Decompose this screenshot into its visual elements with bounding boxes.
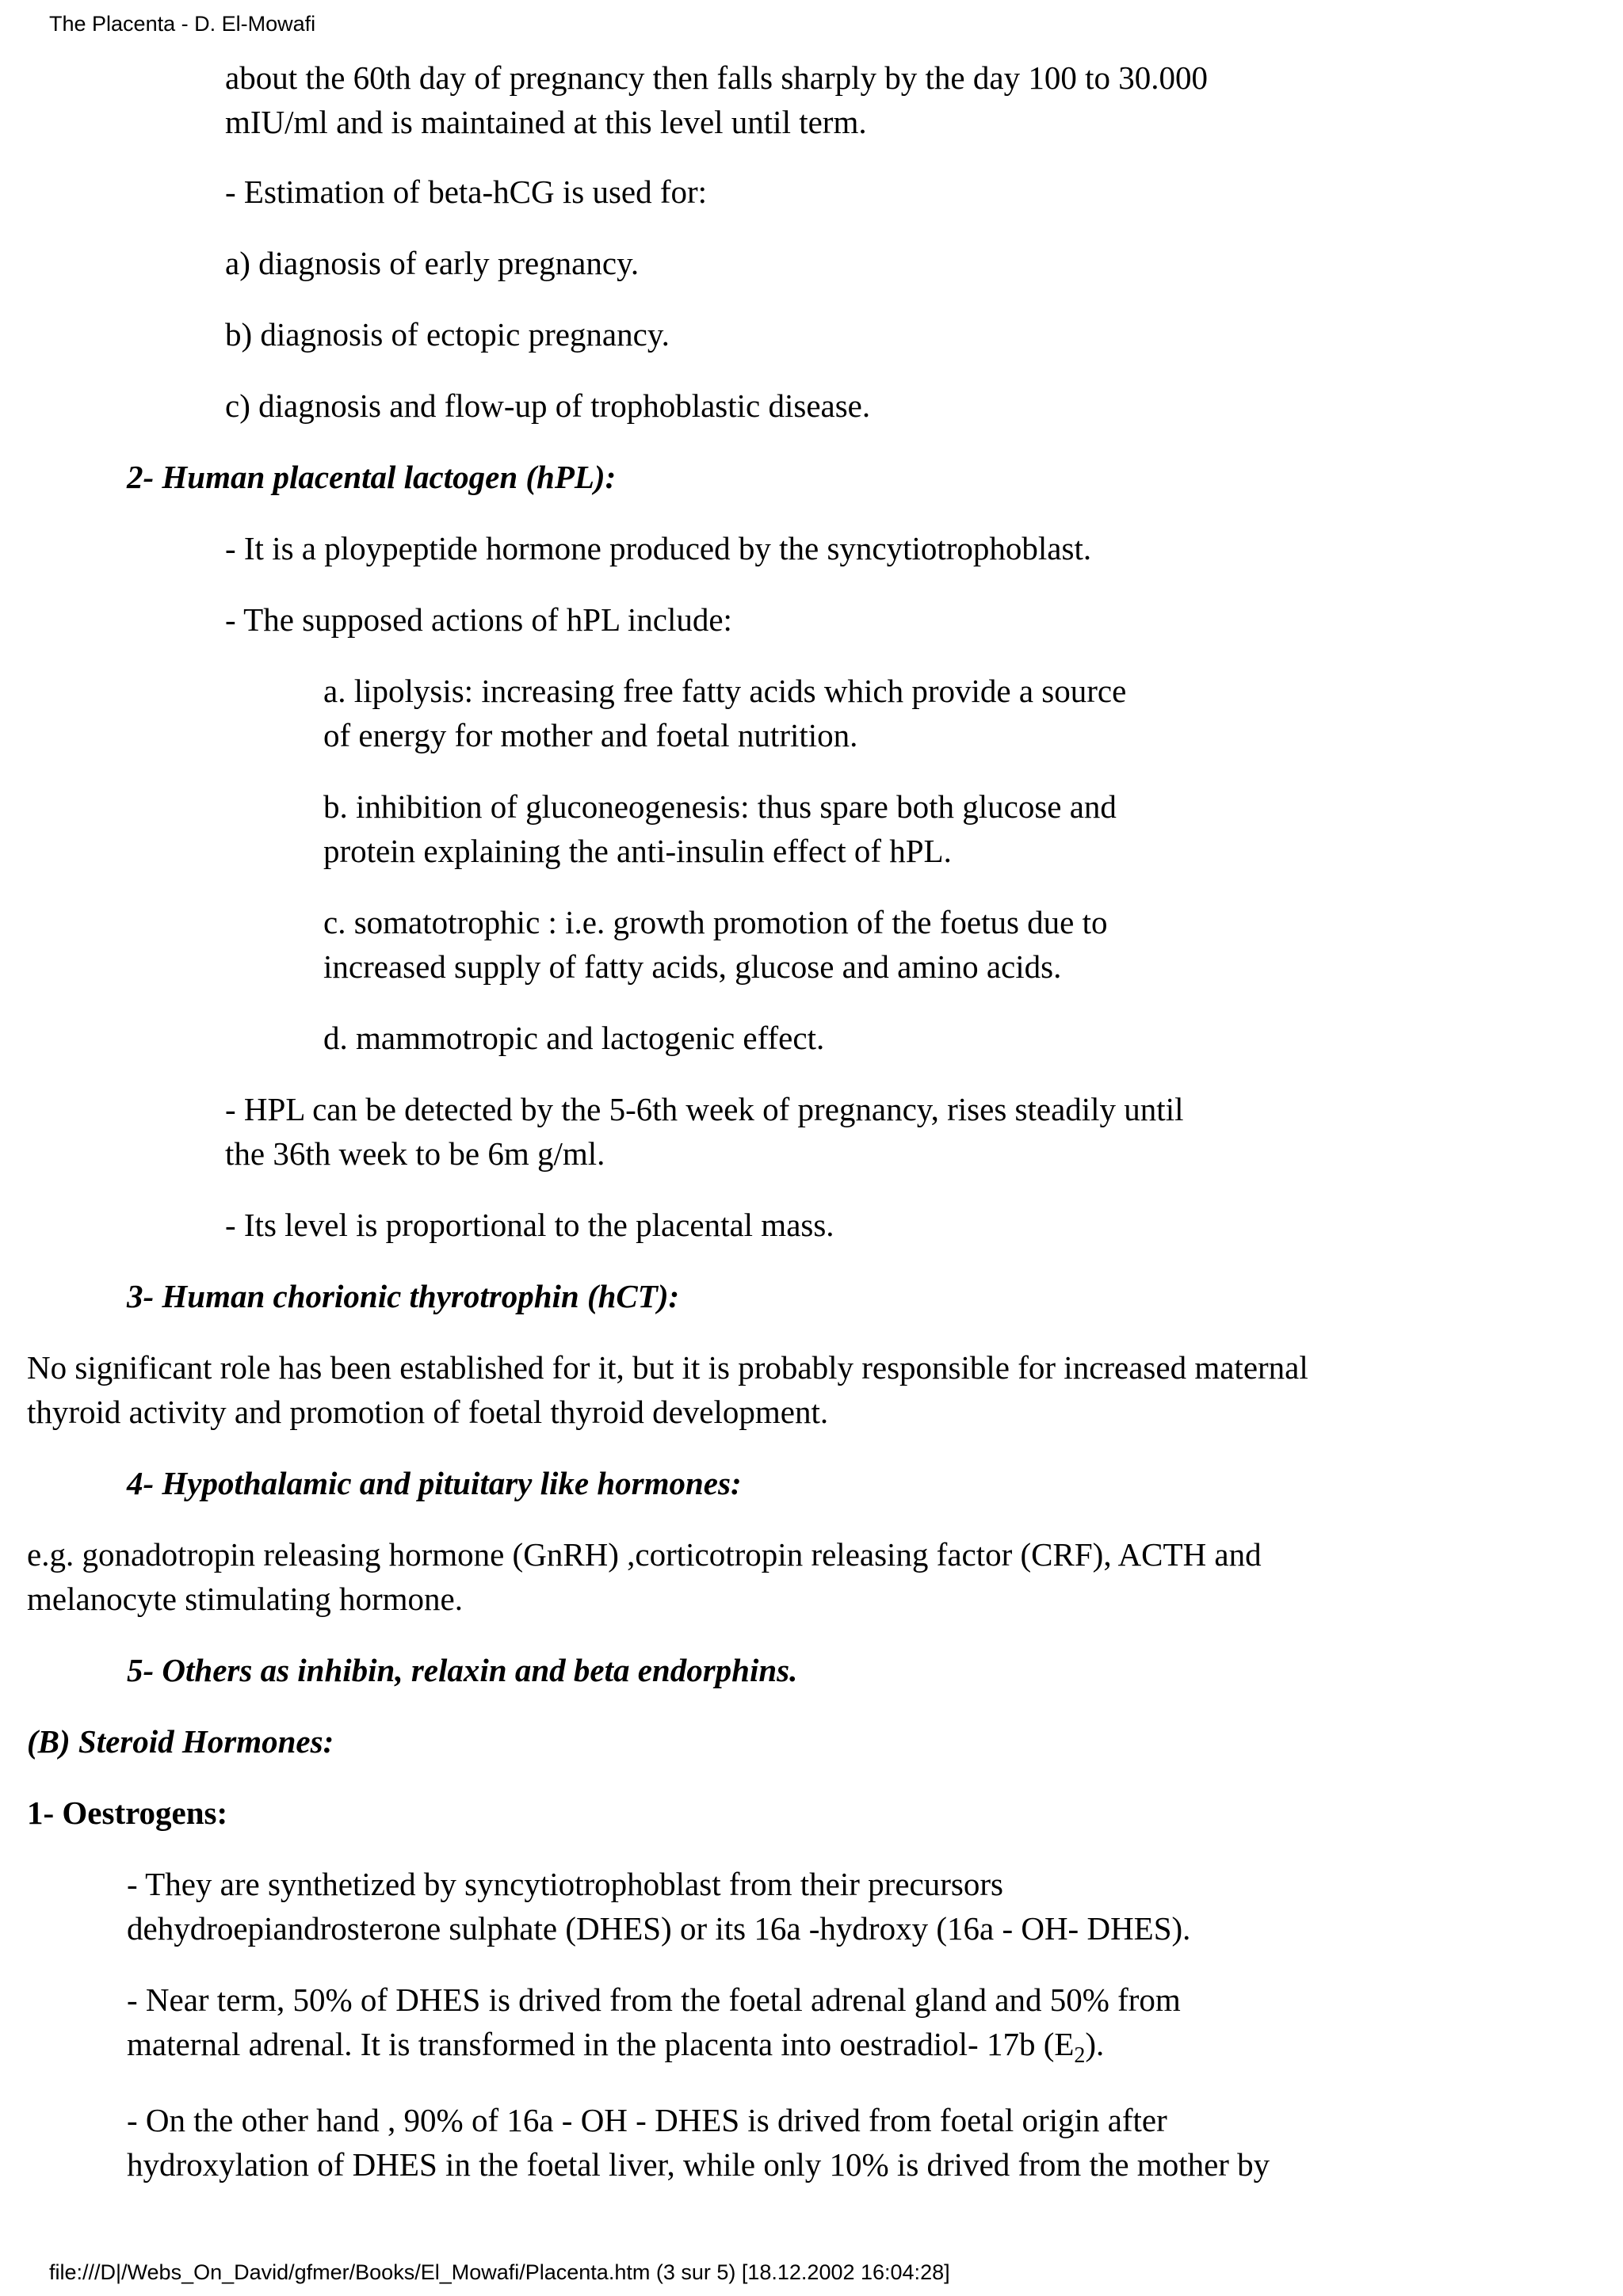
hpl-detection-line-2: the 36th week to be 6m g/ml. xyxy=(225,1135,605,1172)
oestrogen-text-line: hydroxylation of DHES in the foetal liver, while only 10% is drived from the mother by xyxy=(127,2146,1270,2183)
hct-text-line-1: No significant role has been established for it, but it is probably responsible for increased maternal xyxy=(27,1349,1308,1386)
hcg-text-line-2: mIU/ml and is maintained at this level until term. xyxy=(225,104,867,140)
hpl-action-line: a. lipolysis: increasing free fatty acids which provide a source xyxy=(323,673,1127,709)
oestrogen-text-part: ). xyxy=(1085,2026,1105,2062)
steroid-hormones-heading: (B) Steroid Hormones: xyxy=(27,1723,334,1760)
oestrogens-heading: 1- Oestrogens: xyxy=(27,1794,228,1831)
hypothalamic-text-line-1: e.g. gonadotropin releasing hormone (GnRH) ,corticotropin releasing factor (CRF), ACTH and xyxy=(27,1536,1262,1573)
hpl-detection-line-1: - HPL can be detected by the 5-6th week of pregnancy, rises steadily until xyxy=(225,1091,1184,1127)
hcg-use-item: b) diagnosis of ectopic pregnancy. xyxy=(225,316,670,353)
hypothalamic-heading: 4- Hypothalamic and pituitary like hormones: xyxy=(127,1465,742,1501)
hpl-action-line: d. mammotropic and lactogenic effect. xyxy=(323,1020,825,1056)
oestradiol-subscript: 2 xyxy=(1074,2043,1086,2069)
oestrogen-text-part: maternal adrenal. It is transformed in the placenta into oestradiol- 17b (E xyxy=(127,2026,1075,2062)
hpl-level: - Its level is proportional to the placental mass. xyxy=(225,1207,834,1243)
oestrogen-text-line: - Near term, 50% of DHES is drived from the foetal adrenal gland and 50% from xyxy=(127,1981,1181,2018)
oestrogen-text-line: - They are synthetized by syncytiotrophoblast from their precursors xyxy=(127,1866,1003,1902)
oestrogen-text-line: dehydroepiandrosterone sulphate (DHES) or its 16a -hydroxy (16a - OH- DHES). xyxy=(127,1910,1191,1947)
hpl-action-line: protein explaining the anti-insulin effect of hPL. xyxy=(323,833,952,869)
page-footer-url: file:///D|/Webs_On_David/gfmer/Books/El_Mowafi/Placenta.htm (3 sur 5) [18.12.2002 16:04:28] xyxy=(49,2260,950,2284)
hpl-heading: 2- Human placental lactogen (hPL): xyxy=(127,459,617,495)
page-header-title: The Placenta - D. El-Mowafi xyxy=(49,12,316,36)
others-heading: 5- Others as inhibin, relaxin and beta endorphins. xyxy=(127,1652,798,1688)
hpl-action-line: c. somatotrophic : i.e. growth promotion of the foetus due to xyxy=(323,904,1108,940)
hpl-description: - It is a ploypeptide hormone produced by the syncytiotrophoblast. xyxy=(225,530,1092,566)
hpl-action-line: increased supply of fatty acids, glucose and amino acids. xyxy=(323,948,1062,985)
hcg-use-item: c) diagnosis and flow-up of trophoblastic disease. xyxy=(225,387,871,424)
hpl-action-line: of energy for mother and foetal nutrition. xyxy=(323,717,858,753)
hcg-estimation-intro: - Estimation of beta-hCG is used for: xyxy=(225,174,708,210)
hct-heading: 3- Human chorionic thyrotrophin (hCT): xyxy=(127,1278,680,1314)
hpl-actions-intro: - The supposed actions of hPL include: xyxy=(225,601,732,638)
hcg-text-line-1: about the 60th day of pregnancy then falls sharply by the day 100 to 30.000 xyxy=(225,59,1208,96)
hct-text-line-2: thyroid activity and promotion of foetal thyroid development. xyxy=(27,1394,829,1430)
oestrogen-text-line xyxy=(127,2022,1105,2069)
hypothalamic-text-line-2: melanocyte stimulating hormone. xyxy=(27,1581,463,1617)
oestrogen-text-line: - On the other hand , 90% of 16a - OH - DHES is drived from foetal origin after xyxy=(127,2102,1167,2138)
hcg-use-item: a) diagnosis of early pregnancy. xyxy=(225,245,640,281)
hpl-action-line: b. inhibition of gluconeogenesis: thus spare both glucose and xyxy=(323,788,1117,825)
